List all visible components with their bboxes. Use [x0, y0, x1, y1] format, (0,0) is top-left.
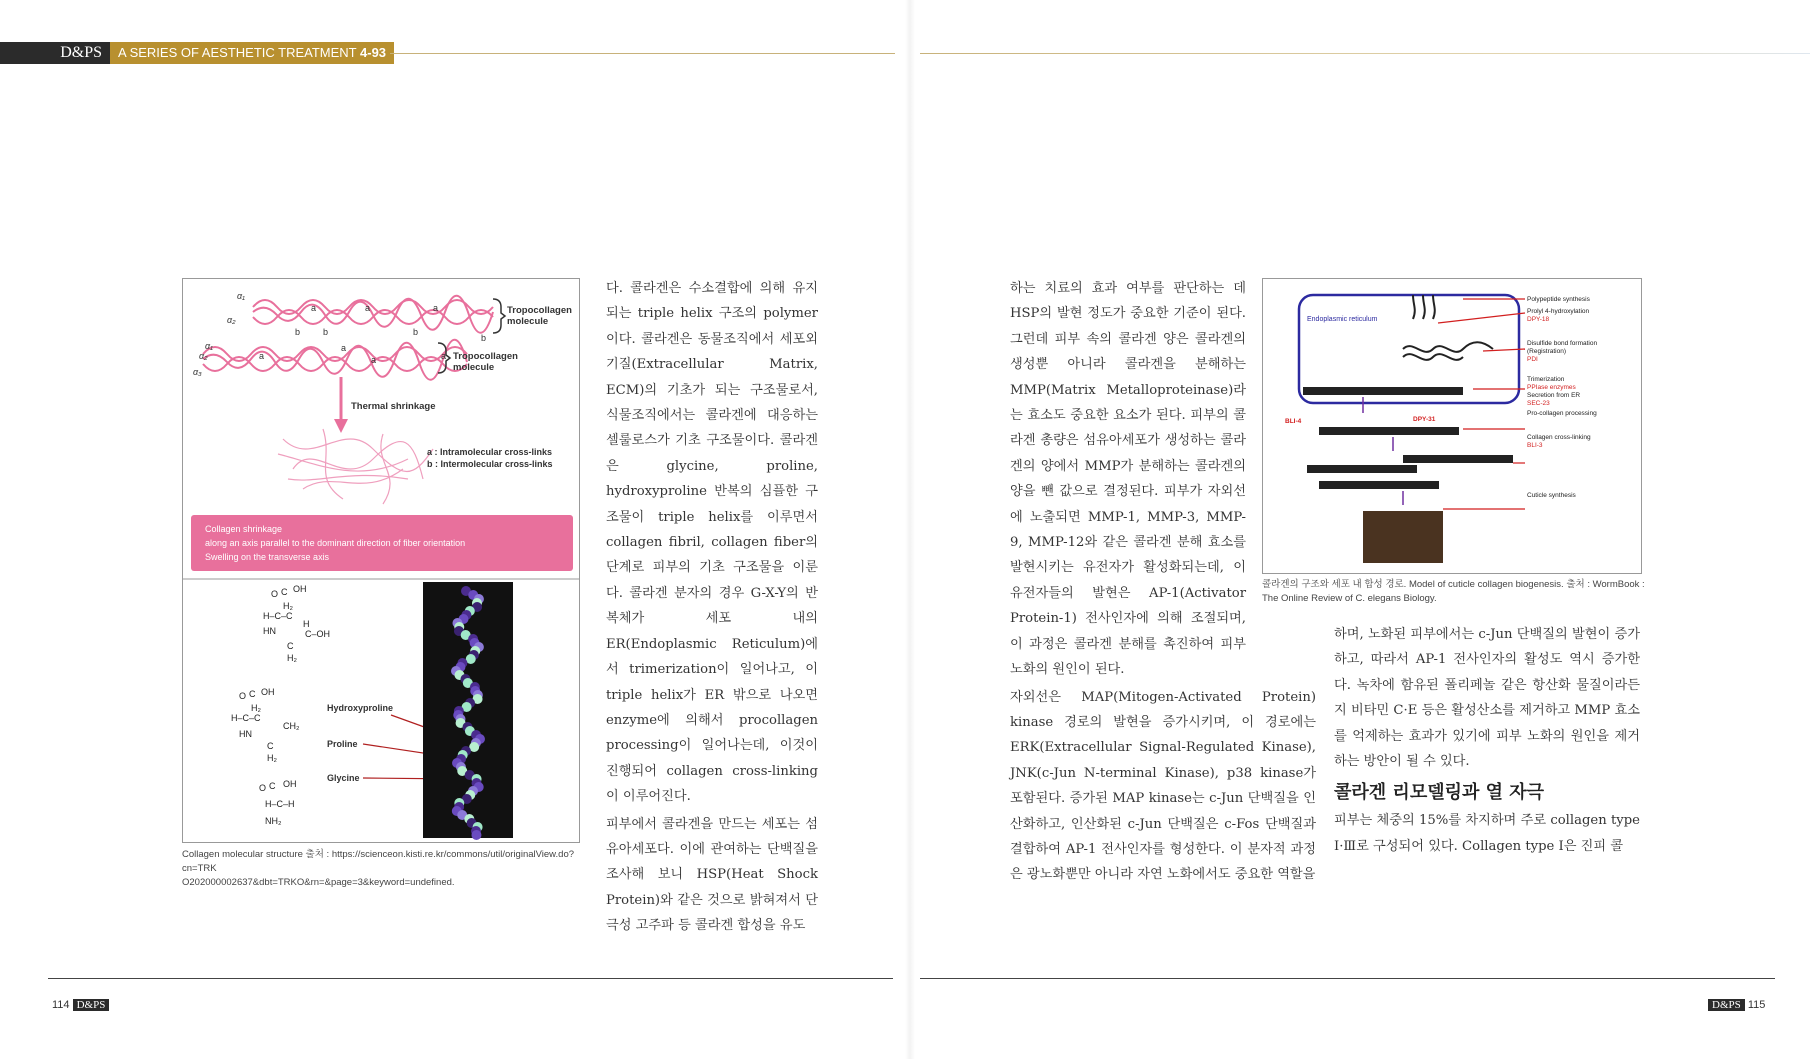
- svg-text:PDI: PDI: [1527, 356, 1538, 363]
- glycine-label: Glycine: [327, 773, 360, 783]
- right-paragraph-1: 하며, 노화된 피부에서는 c-Jun 단백질의 발현이 증가하고, 따라서 AP-1 전사인자의 활성도 역시 증가한다. 녹차에 함유된 폴리페놀 같은 항산화 물질이라든지 비타민 C·E 등은 활성산소를 제거하고 MMP 효소를 억제하는 효과가 있기에 피부 노화의 원인을 제거하는 방안이 될 수 있다.: [1334, 627, 1640, 770]
- bli4-label: BLI-4: [1285, 418, 1302, 425]
- collagen-structure-illustration: [183, 279, 579, 842]
- box-line-2: along an axis parallel to the dominant direction of fiber orientation: [205, 538, 466, 548]
- svg-text:(Registration): (Registration): [1527, 348, 1567, 355]
- polypeptide-chains: [1403, 295, 1493, 360]
- process-labels: [1527, 296, 1597, 499]
- proline-label: Proline: [327, 739, 358, 749]
- svg-text:HN: HN: [239, 729, 252, 739]
- right-paragraph-2: 피부는 체중의 15%를 차지하며 주로 collagen type Ⅰ·Ⅲ로 구성되어 있다. Collagen type Ⅰ은 진피 콜: [1334, 813, 1640, 854]
- svg-text:Cuticle synthesis: Cuticle synthesis: [1527, 492, 1576, 499]
- svg-text:a: a: [259, 351, 265, 361]
- header-rule-right: [920, 53, 1810, 54]
- left-text-column: [606, 276, 818, 939]
- page-gutter: [905, 0, 915, 1059]
- svg-text:a: a: [365, 303, 371, 313]
- svg-text:α₃: α₃: [193, 367, 202, 377]
- svg-text:H: H: [303, 619, 310, 629]
- svg-text:H₂: H₂: [267, 753, 277, 763]
- figure2-caption: [1262, 578, 1652, 606]
- triple-helix-bottom: [203, 340, 467, 380]
- box-line-1: Collagen shrinkage: [205, 524, 283, 534]
- figure1-caption-line-2: O202000002637&dbt=TRKO&rn=&page=3&keyword=undefined.: [182, 877, 455, 888]
- er-outline: [1299, 295, 1519, 403]
- triple-helix-top: [253, 296, 493, 333]
- footer-rule-right: [920, 978, 1775, 979]
- svg-text:Pro-collagen processing: Pro-collagen processing: [1527, 410, 1597, 417]
- footer-right: [1708, 998, 1765, 1012]
- bracket-top: [493, 299, 505, 333]
- figure2-caption-line-1: 콜라겐의 구조와 세포 내 합성 경로. Model of cuticle collagen biogenesis. 출처 : WormBook :: [1262, 579, 1645, 590]
- svg-text:O: O: [259, 783, 267, 793]
- thermal-shrinkage-label: Thermal shrinkage: [351, 401, 436, 412]
- svg-text:HN: HN: [263, 626, 276, 636]
- svg-text:Polypeptide synthesis: Polypeptide synthesis: [1527, 296, 1590, 303]
- figure1-caption-line-1: Collagen molecular structure 출처 : https://scienceon.kisti.re.kr/commons/util/originalView.do?cn=TRK: [182, 849, 575, 874]
- svg-text:C–OH: C–OH: [305, 629, 331, 639]
- svg-text:NH₂: NH₂: [265, 816, 282, 826]
- right-text-column: [1334, 622, 1640, 859]
- svg-text:Collagen cross-linking: Collagen cross-linking: [1527, 434, 1591, 441]
- footer-left: [52, 998, 109, 1012]
- tropocollagen-label-1b: molecule: [507, 316, 549, 327]
- tropocollagen-label-2b: molecule: [453, 362, 495, 373]
- svg-text:a: a: [311, 303, 317, 313]
- page-number-left: 114: [52, 999, 70, 1011]
- svg-text:α₂: α₂: [199, 351, 208, 361]
- footer-logo-right: D&PS: [1708, 999, 1745, 1011]
- er-label: Endoplasmic reticulum: [1307, 316, 1378, 323]
- amino-acid-structures: [231, 584, 330, 826]
- svg-text:H–C–H: H–C–H: [265, 799, 295, 809]
- helix-bead: [471, 830, 481, 840]
- svg-text:a: a: [371, 355, 377, 365]
- collagen-biogenesis-figure: [1262, 278, 1642, 574]
- svg-text:C: C: [281, 587, 288, 597]
- hydroxyproline-label: Hydroxyproline: [327, 703, 394, 713]
- legend-intramolecular: a : Intramolecular cross-links: [427, 447, 553, 457]
- svg-text:C: C: [249, 689, 256, 699]
- tropocollagen-label-2: Tropocollagen: [453, 351, 518, 362]
- cuticle-photo: [1363, 511, 1443, 563]
- svg-text:DPY-18: DPY-18: [1527, 316, 1550, 323]
- footer-logo-left: D&PS: [73, 999, 110, 1011]
- tangled-fibers: [278, 429, 433, 504]
- svg-text:b: b: [413, 327, 419, 337]
- svg-text:α₂: α₂: [227, 315, 236, 325]
- figure1-caption: [182, 848, 602, 890]
- svg-text:C: C: [287, 641, 294, 651]
- page-number-right: 115: [1747, 999, 1766, 1011]
- svg-text:OH: OH: [283, 779, 297, 789]
- svg-text:OH: OH: [261, 687, 275, 697]
- svg-text:a: a: [441, 351, 447, 361]
- svg-text:O: O: [271, 589, 279, 599]
- svg-text:Secretion from ER: Secretion from ER: [1527, 392, 1581, 399]
- svg-text:a: a: [341, 343, 347, 353]
- svg-text:a: a: [433, 303, 439, 313]
- svg-text:H–C–C: H–C–C: [231, 713, 261, 723]
- svg-text:Disulfide bond formation: Disulfide bond formation: [1527, 340, 1598, 347]
- section-heading: 콜라겐 리모델링과 열 자극: [1334, 782, 1545, 804]
- svg-text:C: C: [267, 741, 274, 751]
- tropocollagen-label-1: Tropocollagen: [507, 305, 572, 316]
- middle-paragraph-1: 하는 치료의 효과 여부를 판단하는 데 HSP의 발현 정도가 중요한 기준이 된다. 그런데 피부 속의 콜라겐 양은 콜라겐의 생성뿐 아니라 콜라겐을 분해하는 MMP(Matrix Metalloproteinase)라는 효소도 중요한 요소가 된다. 피부의 콜라겐 총량은 섬유아세포가 생성하는 콜라겐의 양에서 MMP가 분해하는 콜라겐의 양을 뺀 값으로 결정된다. 피부가 자외선에 노출되면 MMP-1, MMP-3, MMP-9, MMP-12와 같은 콜라겐 분해 효소를 발현시키는 유전자가 활성화되는데, 이 유전자들의 발현은 AP-1(Activator Protein-1) 전사인자에 의해 조절되며, 이 과정은 콜라겐 분해를 촉진하여 피부 노화의 원인이 된다.: [1010, 281, 1246, 678]
- svg-text:α₁: α₁: [237, 291, 245, 301]
- left-paragraph-1: 다. 콜라겐은 수소결합에 의해 유지되는 triple helix 구조의 polymer이다. 콜라겐은 동물조직에서 세포외기질(Extracellular Matrix, ECM)의 기초가 되는 구조물로서, 식물조직에서는 콜라겐에 대응하는 셀룰로스가 기초 구조물이다. 콜라겐은 glycine, proline, hydroxyproline 반복의 심플한 구조물이 triple helix를 이루면서 collagen fibril, collagen fiber의 단계로 피부의 기초 구조물을 이룬다. 콜라겐 분자의 경우 G-X-Y의 반복체가 세포 내의 ER(Endoplasmic Reticulum)에서 trimerization이 일어나고, 이 triple helix가 ER 밖으로 나오면 enzyme에 의해서 procollagen processing이 일어나는데, 이것이 진행되어 collagen cross-linking이 이루어진다.: [606, 281, 818, 805]
- legend-intermolecular: b : Intermolecular cross-links: [427, 459, 553, 469]
- dpy31-label: DPY-31: [1413, 416, 1436, 423]
- collagen-biogenesis-illustration: [1263, 279, 1641, 573]
- svg-text:OH: OH: [293, 584, 307, 594]
- box-line-3: Swelling on the transverse axis: [205, 552, 330, 562]
- series-title: [110, 42, 394, 64]
- svg-text:H–C–C: H–C–C: [263, 611, 293, 621]
- header-rule-left: [390, 53, 895, 54]
- svg-text:CH₂: CH₂: [283, 721, 300, 731]
- footer-rule-left: [48, 978, 893, 979]
- svg-text:H₂: H₂: [251, 703, 261, 713]
- magazine-logo: D&PS: [0, 42, 110, 64]
- svg-text:α₁: α₁: [205, 341, 213, 351]
- svg-text:b: b: [295, 327, 301, 337]
- svg-text:C: C: [269, 781, 276, 791]
- svg-text:Prolyl 4-hydroxylation: Prolyl 4-hydroxylation: [1527, 308, 1590, 315]
- middle-paragraph-2: 자외선은 MAP(Mitogen-Activated Protein) kinase 경로의 발현을 증가시키며, 이 경로에는 ERK(Extracellular Signal-Regulated Kinase), JNK(c-Jun N-terminal Kinase), p38 kinase가 포함된다. 증가된 MAP kinase는 c-Jun 단백질을 인산화하고, 인산화된 c-Jun 단백질은 c-Fos 단백질과 결합하여 AP-1 전사인자를 형성한다. 이 분자적 과정은 광노화뿐만 아니라 자연 노화에서도 중요한 역할을: [1010, 689, 1316, 883]
- series-title-text: A SERIES OF AESTHETIC TREATMENT: [118, 45, 357, 60]
- svg-text:SEC-23: SEC-23: [1527, 400, 1550, 407]
- svg-text:PPIase enzymes: PPIase enzymes: [1527, 384, 1576, 391]
- collagen-structure-figure: [182, 278, 580, 843]
- svg-text:O: O: [239, 691, 247, 701]
- issue-number: 4-93: [360, 45, 387, 60]
- svg-text:b: b: [481, 333, 487, 343]
- svg-text:Trimerization: Trimerization: [1527, 376, 1565, 383]
- svg-text:BLI-3: BLI-3: [1527, 442, 1543, 449]
- shrinkage-arrowhead: [334, 419, 348, 433]
- svg-text:H₂: H₂: [283, 601, 293, 611]
- svg-text:b: b: [323, 327, 329, 337]
- figure2-caption-line-2: The Online Review of C. elegans Biology.: [1262, 593, 1437, 604]
- left-paragraph-2: 피부에서 콜라겐을 만드는 세포는 섬유아세포다. 이에 관여하는 단백질을 조사해 보니 HSP(Heat Shock Protein)와 같은 것으로 밝혀져서 단극성 고주파 등 콜라겐 합성을 유도: [606, 816, 818, 934]
- svg-text:H₂: H₂: [287, 653, 297, 663]
